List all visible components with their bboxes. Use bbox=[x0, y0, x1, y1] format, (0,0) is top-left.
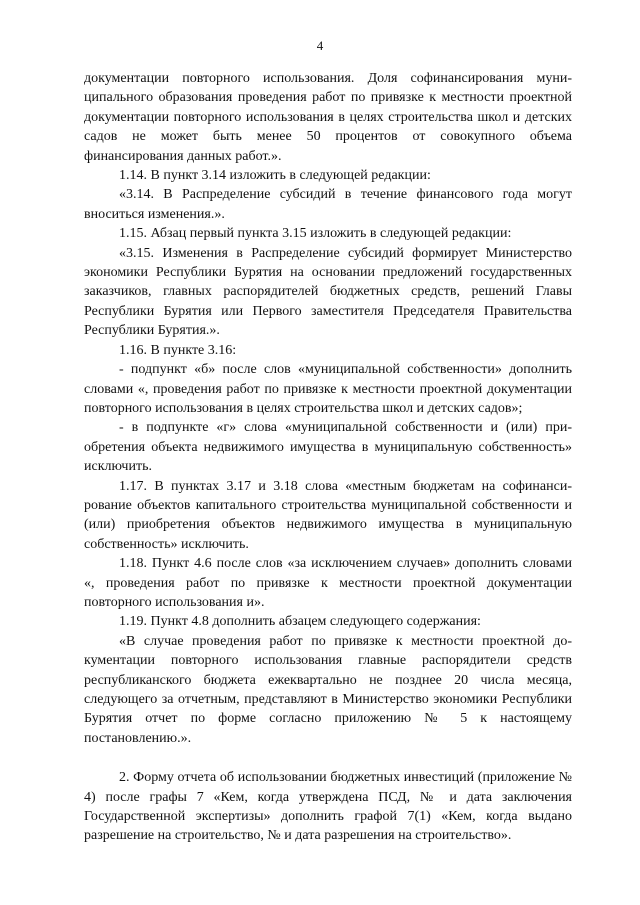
document-body bbox=[84, 69, 572, 846]
paragraph-1-17: 1.17. В пунктах 3.17 и 3.18 слова «местным бюджетам на софинансирование объектов капитального строительства муниципальной собственности и (или) приобретения объектов недвижимого имущества в муниципальную собственность» исключить. bbox=[84, 478, 572, 552]
paragraph-1-16-subitem-g: - в подпункте «г» слова «муниципальной собственности и (или) приобретения объекта недвижимого имущества в муниципальную собственность» исключить. bbox=[84, 420, 572, 475]
paragraph-1-19: 1.19. Пункт 4.8 дополнить абзацем следующего содержания: bbox=[119, 614, 481, 630]
paragraph-1-16: 1.16. В пункте 3.16: bbox=[119, 342, 237, 358]
paragraph-2: 2. Форму отчета об использовании бюджетных инвестиций (приложение № 4) после графы 7 «Кем, когда утверждена ПСД, № и дата заключения Государственной экспертизы» дополнить графой 7(1) «Кем, когда выдано разрешение на строительство, № и дата разрешения на строительство». bbox=[84, 770, 572, 844]
paragraph-3-15-text: «3.15. Изменения в Распределение субсидий формирует Министерство экономики Республики Бурятия на основании предложений государственных заказчиков, главных распорядителей бюджетных средств, решений Главы Республики Бурятия или Первого заместителя Председателя Правительства Республики Бурятия.». bbox=[84, 245, 572, 339]
paragraph-3-14-text: «3.14. В Распределение субсидий в течение финансового года могут вноситься изменения.». bbox=[84, 187, 572, 222]
paragraph-continuation: документации повторного использования. Доля софинансирования муниципального образования проведения работ по привязке к местности проектной документации повторного использования в целях строительства школ и детских садов не может быть менее 50 процентов от совокупного объема финансирования данных работ.». bbox=[84, 71, 572, 164]
paragraph-1-15: 1.15. Абзац первый пункта 3.15 изложить в следующей редакции: bbox=[119, 226, 512, 242]
paragraph-4-8-text: «В случае проведения работ по привязке к местности проектной документации повторного использования главные распорядители средств республиканского бюджета ежеквартально не позднее 20 числа месяца, следующего за отчетным, представляют в Министерство экономики Республики Бурятия отчет по форме согласно приложению № 5 к настоящему постановлению.». bbox=[84, 633, 572, 746]
page-number: 4 bbox=[316, 38, 324, 53]
paragraph-1-16-subitem-b: - подпункт «б» после слов «муниципальной собственности» дополнить словами «, проведения работ по привязке к местности проектной документации повторного использования в целях строительства школ и детских садов»; bbox=[84, 362, 572, 416]
paragraph-1-18: 1.18. Пункт 4.6 после слов «за исключением случаев» дополнить словами «, проведения работ по привязке к местности проектной документации повторного использования и». bbox=[84, 556, 572, 610]
paragraph-1-14: 1.14. В пункт 3.14 изложить в следующей редакции: bbox=[119, 168, 431, 184]
